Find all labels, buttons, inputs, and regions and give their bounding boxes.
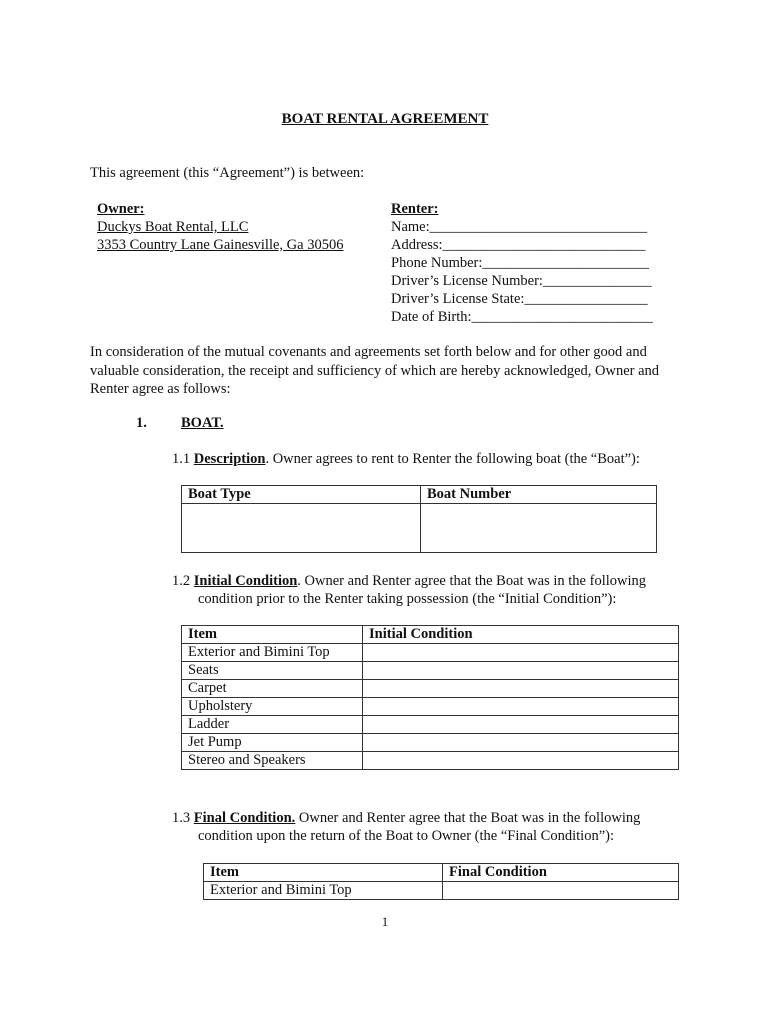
- final-item-cell: Exterior and Bimini Top: [204, 882, 443, 900]
- boat-type-cell: [182, 504, 421, 553]
- initial-item-cell: Exterior and Bimini Top: [182, 644, 363, 662]
- boat-number-header: Boat Number: [421, 486, 657, 504]
- renter-phone-field: Phone Number:_______________________: [391, 255, 650, 271]
- section-1-2-line2: condition prior to the Renter taking possession (the “Initial Condition”):: [198, 591, 617, 607]
- owner-name: Duckys Boat Rental, LLC: [97, 219, 249, 235]
- boat-table: [181, 485, 657, 553]
- initial-item-cell: Carpet: [182, 680, 363, 698]
- final-condition-header: Final Condition: [443, 864, 679, 882]
- section-1-2-text: [172, 573, 646, 590]
- initial-condition-cell: [363, 662, 679, 680]
- renter-name-field: Name:______________________________: [391, 219, 648, 235]
- boat-number-cell: [421, 504, 657, 553]
- section-1-3-text: [172, 810, 640, 827]
- initial-item-cell: Upholstery: [182, 698, 363, 716]
- final-condition-table: [203, 863, 679, 900]
- renter-address-field: Address:____________________________: [391, 237, 646, 253]
- section-1-1-number: 1.1: [172, 451, 194, 467]
- renter-block: [391, 200, 653, 326]
- initial-condition-cell: [363, 716, 679, 734]
- section-1-2-number: 1.2: [172, 573, 194, 589]
- final-item-header: Item: [204, 864, 443, 882]
- section-1-heading: BOAT.: [181, 415, 224, 431]
- section-1-3-label: Final Condition.: [193, 810, 296, 826]
- renter-heading: Renter:: [391, 201, 439, 217]
- section-1-2-label: Initial Condition: [193, 573, 298, 589]
- owner-address: 3353 Country Lane Gainesville, Ga 30506: [97, 237, 344, 253]
- consideration-paragraph: In consideration of the mutual covenants and agreements set forth below and for other good and valuable consideration, the receipt and sufficiency of which are hereby acknowledged, Owner and Renter agree as follows:: [90, 344, 660, 397]
- section-1-1-label: Description: [193, 451, 266, 467]
- intro-text: This agreement (this “Agreement”) is between:: [90, 165, 365, 181]
- section-1-3-line2: condition upon the return of the Boat to Owner (the “Final Condition”):: [198, 828, 614, 844]
- boat-type-header: Boat Type: [182, 486, 421, 504]
- owner-block: [97, 200, 343, 254]
- initial-condition-cell: [363, 752, 679, 770]
- initial-condition-header: Initial Condition: [363, 626, 679, 644]
- section-1-1-body: . Owner agrees to rent to Renter the following boat (the “Boat”):: [265, 451, 640, 467]
- section-1-2-body: . Owner and Renter agree that the Boat was in the following: [297, 573, 646, 589]
- initial-condition-cell: [363, 698, 679, 716]
- initial-item-cell: Jet Pump: [182, 734, 363, 752]
- initial-item-cell: Seats: [182, 662, 363, 680]
- section-1-3-body: Owner and Renter agree that the Boat was in the following: [295, 810, 641, 826]
- initial-condition-table: [181, 625, 679, 770]
- final-condition-cell: [443, 882, 679, 900]
- initial-condition-cell: [363, 680, 679, 698]
- section-1-1-text: [172, 451, 640, 468]
- initial-condition-cell: [363, 734, 679, 752]
- section-1-number: 1.: [136, 415, 147, 431]
- initial-item-header: Item: [182, 626, 363, 644]
- renter-license-state-field: Driver’s License State:_________________: [391, 291, 648, 307]
- initial-item-cell: Ladder: [182, 716, 363, 734]
- initial-item-cell: Stereo and Speakers: [182, 752, 363, 770]
- section-1-3-number: 1.3: [172, 810, 194, 826]
- renter-license-number-field: Driver’s License Number:_______________: [391, 273, 652, 289]
- document-title: BOAT RENTAL AGREEMENT: [281, 111, 489, 127]
- renter-dob-field: Date of Birth:_________________________: [391, 309, 653, 325]
- owner-heading: Owner:: [97, 201, 145, 217]
- page-number: 1: [381, 914, 389, 929]
- initial-condition-cell: [363, 644, 679, 662]
